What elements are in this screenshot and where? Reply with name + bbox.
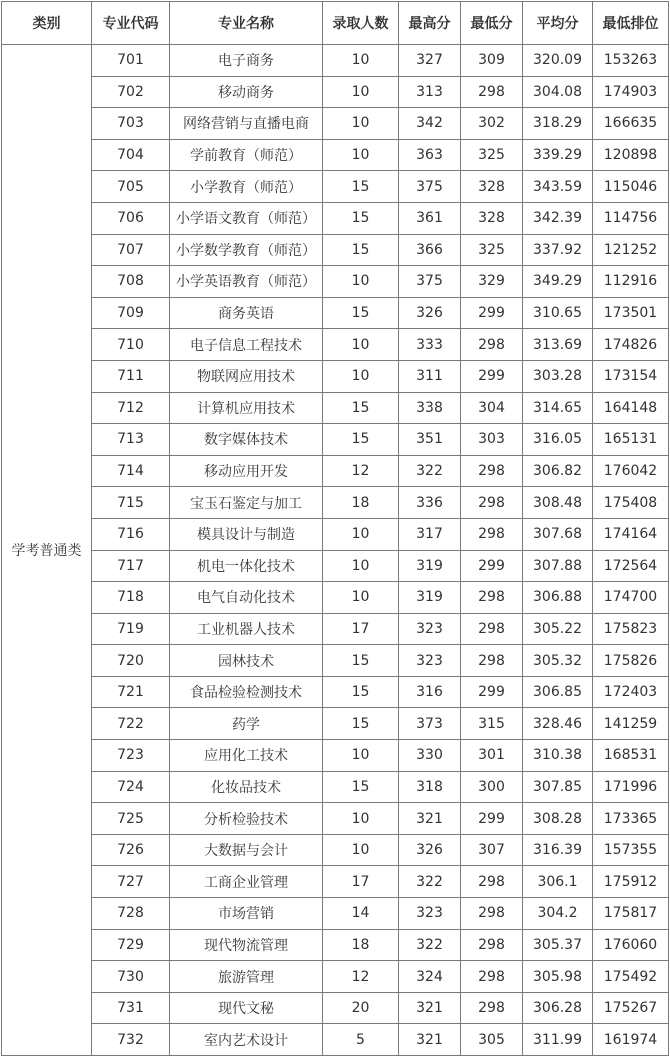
table-row bbox=[2, 266, 669, 298]
major-name-cell: 电子信息工程技术 bbox=[170, 329, 323, 361]
major-code-cell: 708 bbox=[92, 266, 170, 298]
lowest-rank-cell: 121252 bbox=[593, 234, 669, 266]
lowest-rank-cell: 175823 bbox=[593, 613, 669, 645]
header-row bbox=[2, 2, 669, 45]
major-name-cell: 小学教育（师范） bbox=[170, 171, 323, 203]
lowest-score-cell: 328 bbox=[461, 171, 523, 203]
highest-score-cell: 313 bbox=[399, 76, 461, 108]
major-name-cell: 市场营销 bbox=[170, 898, 323, 930]
table-row bbox=[2, 708, 669, 740]
major-code-cell: 731 bbox=[92, 992, 170, 1024]
highest-score-cell: 330 bbox=[399, 740, 461, 772]
major-name-cell: 宝玉石鉴定与加工 bbox=[170, 487, 323, 519]
major-name-cell: 学前教育（师范） bbox=[170, 139, 323, 171]
lowest-rank-cell: 173501 bbox=[593, 297, 669, 329]
highest-score-cell: 327 bbox=[399, 45, 461, 77]
table-row bbox=[2, 866, 669, 898]
major-name-cell: 工商企业管理 bbox=[170, 866, 323, 898]
major-code-cell: 701 bbox=[92, 45, 170, 77]
lowest-score-cell: 298 bbox=[461, 582, 523, 614]
lowest-rank-cell: 120898 bbox=[593, 139, 669, 171]
major-code-cell: 712 bbox=[92, 392, 170, 424]
average-score-cell: 307.88 bbox=[523, 550, 593, 582]
major-code-cell: 723 bbox=[92, 740, 170, 772]
major-code-cell: 721 bbox=[92, 676, 170, 708]
admitted-count-cell: 15 bbox=[323, 676, 399, 708]
major-name-cell: 室内艺术设计 bbox=[170, 1024, 323, 1056]
average-score-cell: 308.48 bbox=[523, 487, 593, 519]
lowest-score-cell: 315 bbox=[461, 708, 523, 740]
lowest-score-cell: 325 bbox=[461, 234, 523, 266]
lowest-score-cell: 298 bbox=[461, 518, 523, 550]
highest-score-cell: 319 bbox=[399, 550, 461, 582]
lowest-score-cell: 307 bbox=[461, 834, 523, 866]
major-name-cell: 商务英语 bbox=[170, 297, 323, 329]
admitted-count-cell: 10 bbox=[323, 76, 399, 108]
major-name-cell: 大数据与会计 bbox=[170, 834, 323, 866]
admitted-count-cell: 15 bbox=[323, 392, 399, 424]
table-row bbox=[2, 550, 669, 582]
major-code-cell: 732 bbox=[92, 1024, 170, 1056]
table-row bbox=[2, 1024, 669, 1056]
table-row bbox=[2, 676, 669, 708]
header-major-name: 专业名称 bbox=[170, 2, 323, 45]
admission-scores-table bbox=[1, 1, 669, 1056]
lowest-rank-cell: 141259 bbox=[593, 708, 669, 740]
admitted-count-cell: 15 bbox=[323, 424, 399, 456]
table-row bbox=[2, 803, 669, 835]
admitted-count-cell: 10 bbox=[323, 550, 399, 582]
major-code-cell: 706 bbox=[92, 202, 170, 234]
major-code-cell: 714 bbox=[92, 455, 170, 487]
table-row bbox=[2, 171, 669, 203]
lowest-score-cell: 298 bbox=[461, 929, 523, 961]
admitted-count-cell: 15 bbox=[323, 771, 399, 803]
admitted-count-cell: 14 bbox=[323, 898, 399, 930]
highest-score-cell: 321 bbox=[399, 1024, 461, 1056]
major-code-cell: 715 bbox=[92, 487, 170, 519]
admitted-count-cell: 10 bbox=[323, 360, 399, 392]
lowest-rank-cell: 114756 bbox=[593, 202, 669, 234]
highest-score-cell: 366 bbox=[399, 234, 461, 266]
major-code-cell: 717 bbox=[92, 550, 170, 582]
major-name-cell: 药学 bbox=[170, 708, 323, 740]
major-name-cell: 食品检验检测技术 bbox=[170, 676, 323, 708]
admitted-count-cell: 15 bbox=[323, 645, 399, 677]
highest-score-cell: 351 bbox=[399, 424, 461, 456]
lowest-score-cell: 301 bbox=[461, 740, 523, 772]
highest-score-cell: 324 bbox=[399, 961, 461, 993]
admitted-count-cell: 17 bbox=[323, 866, 399, 898]
major-name-cell: 工业机器人技术 bbox=[170, 613, 323, 645]
lowest-rank-cell: 175492 bbox=[593, 961, 669, 993]
lowest-score-cell: 298 bbox=[461, 645, 523, 677]
table-row bbox=[2, 834, 669, 866]
lowest-score-cell: 298 bbox=[461, 992, 523, 1024]
table-row bbox=[2, 392, 669, 424]
major-name-cell: 移动商务 bbox=[170, 76, 323, 108]
average-score-cell: 337.92 bbox=[523, 234, 593, 266]
table-row bbox=[2, 961, 669, 993]
average-score-cell: 304.2 bbox=[523, 898, 593, 930]
table-row bbox=[2, 202, 669, 234]
table-row bbox=[2, 582, 669, 614]
table-row bbox=[2, 645, 669, 677]
lowest-rank-cell: 172403 bbox=[593, 676, 669, 708]
major-code-cell: 729 bbox=[92, 929, 170, 961]
table-row bbox=[2, 139, 669, 171]
average-score-cell: 311.99 bbox=[523, 1024, 593, 1056]
header-category: 类别 bbox=[2, 2, 92, 45]
major-code-cell: 716 bbox=[92, 518, 170, 550]
major-code-cell: 703 bbox=[92, 108, 170, 140]
admitted-count-cell: 12 bbox=[323, 455, 399, 487]
average-score-cell: 316.05 bbox=[523, 424, 593, 456]
major-name-cell: 园林技术 bbox=[170, 645, 323, 677]
lowest-rank-cell: 165131 bbox=[593, 424, 669, 456]
table-row bbox=[2, 360, 669, 392]
header-average-score: 平均分 bbox=[523, 2, 593, 45]
lowest-rank-cell: 176042 bbox=[593, 455, 669, 487]
highest-score-cell: 321 bbox=[399, 803, 461, 835]
lowest-rank-cell: 175267 bbox=[593, 992, 669, 1024]
lowest-score-cell: 299 bbox=[461, 803, 523, 835]
highest-score-cell: 342 bbox=[399, 108, 461, 140]
highest-score-cell: 323 bbox=[399, 898, 461, 930]
lowest-rank-cell: 168531 bbox=[593, 740, 669, 772]
highest-score-cell: 322 bbox=[399, 455, 461, 487]
lowest-rank-cell: 115046 bbox=[593, 171, 669, 203]
lowest-rank-cell: 175912 bbox=[593, 866, 669, 898]
admitted-count-cell: 15 bbox=[323, 234, 399, 266]
lowest-rank-cell: 175826 bbox=[593, 645, 669, 677]
major-code-cell: 709 bbox=[92, 297, 170, 329]
lowest-score-cell: 328 bbox=[461, 202, 523, 234]
lowest-score-cell: 298 bbox=[461, 487, 523, 519]
average-score-cell: 305.22 bbox=[523, 613, 593, 645]
lowest-rank-cell: 174700 bbox=[593, 582, 669, 614]
lowest-rank-cell: 174903 bbox=[593, 76, 669, 108]
major-name-cell: 应用化工技术 bbox=[170, 740, 323, 772]
major-code-cell: 725 bbox=[92, 803, 170, 835]
highest-score-cell: 338 bbox=[399, 392, 461, 424]
table-row bbox=[2, 108, 669, 140]
header-admitted-count: 录取人数 bbox=[323, 2, 399, 45]
highest-score-cell: 375 bbox=[399, 171, 461, 203]
lowest-score-cell: 298 bbox=[461, 613, 523, 645]
major-name-cell: 移动应用开发 bbox=[170, 455, 323, 487]
lowest-score-cell: 302 bbox=[461, 108, 523, 140]
lowest-score-cell: 305 bbox=[461, 1024, 523, 1056]
average-score-cell: 320.09 bbox=[523, 45, 593, 77]
admitted-count-cell: 10 bbox=[323, 329, 399, 361]
lowest-rank-cell: 176060 bbox=[593, 929, 669, 961]
lowest-rank-cell: 174826 bbox=[593, 329, 669, 361]
major-code-cell: 727 bbox=[92, 866, 170, 898]
average-score-cell: 305.37 bbox=[523, 929, 593, 961]
table-row bbox=[2, 771, 669, 803]
table-row bbox=[2, 329, 669, 361]
lowest-rank-cell: 174164 bbox=[593, 518, 669, 550]
major-name-cell: 旅游管理 bbox=[170, 961, 323, 993]
table-row bbox=[2, 234, 669, 266]
admitted-count-cell: 10 bbox=[323, 834, 399, 866]
average-score-cell: 349.29 bbox=[523, 266, 593, 298]
major-name-cell: 现代文秘 bbox=[170, 992, 323, 1024]
admitted-count-cell: 15 bbox=[323, 297, 399, 329]
major-code-cell: 713 bbox=[92, 424, 170, 456]
lowest-score-cell: 309 bbox=[461, 45, 523, 77]
highest-score-cell: 322 bbox=[399, 929, 461, 961]
admitted-count-cell: 15 bbox=[323, 171, 399, 203]
major-name-cell: 机电一体化技术 bbox=[170, 550, 323, 582]
lowest-rank-cell: 112916 bbox=[593, 266, 669, 298]
major-name-cell: 小学数学教育（师范） bbox=[170, 234, 323, 266]
major-code-cell: 711 bbox=[92, 360, 170, 392]
average-score-cell: 305.98 bbox=[523, 961, 593, 993]
average-score-cell: 316.39 bbox=[523, 834, 593, 866]
lowest-score-cell: 298 bbox=[461, 455, 523, 487]
average-score-cell: 308.28 bbox=[523, 803, 593, 835]
header-highest-score: 最高分 bbox=[399, 2, 461, 45]
highest-score-cell: 323 bbox=[399, 613, 461, 645]
average-score-cell: 303.28 bbox=[523, 360, 593, 392]
lowest-score-cell: 299 bbox=[461, 550, 523, 582]
admitted-count-cell: 18 bbox=[323, 929, 399, 961]
average-score-cell: 304.08 bbox=[523, 76, 593, 108]
admitted-count-cell: 10 bbox=[323, 582, 399, 614]
highest-score-cell: 333 bbox=[399, 329, 461, 361]
highest-score-cell: 322 bbox=[399, 866, 461, 898]
admitted-count-cell: 17 bbox=[323, 613, 399, 645]
major-name-cell: 化妆品技术 bbox=[170, 771, 323, 803]
lowest-score-cell: 299 bbox=[461, 360, 523, 392]
lowest-rank-cell: 175408 bbox=[593, 487, 669, 519]
lowest-score-cell: 298 bbox=[461, 329, 523, 361]
major-name-cell: 网络营销与直播电商 bbox=[170, 108, 323, 140]
major-name-cell: 电气自动化技术 bbox=[170, 582, 323, 614]
major-name-cell: 小学语文教育（师范） bbox=[170, 202, 323, 234]
table-row bbox=[2, 929, 669, 961]
admitted-count-cell: 10 bbox=[323, 518, 399, 550]
major-code-cell: 730 bbox=[92, 961, 170, 993]
lowest-score-cell: 329 bbox=[461, 266, 523, 298]
major-code-cell: 719 bbox=[92, 613, 170, 645]
header-major-code: 专业代码 bbox=[92, 2, 170, 45]
major-code-cell: 722 bbox=[92, 708, 170, 740]
table-row bbox=[2, 76, 669, 108]
major-code-cell: 718 bbox=[92, 582, 170, 614]
highest-score-cell: 375 bbox=[399, 266, 461, 298]
lowest-score-cell: 300 bbox=[461, 771, 523, 803]
average-score-cell: 310.65 bbox=[523, 297, 593, 329]
table-row bbox=[2, 455, 669, 487]
highest-score-cell: 363 bbox=[399, 139, 461, 171]
major-code-cell: 707 bbox=[92, 234, 170, 266]
average-score-cell: 306.1 bbox=[523, 866, 593, 898]
table-row bbox=[2, 487, 669, 519]
highest-score-cell: 311 bbox=[399, 360, 461, 392]
lowest-score-cell: 298 bbox=[461, 866, 523, 898]
average-score-cell: 313.69 bbox=[523, 329, 593, 361]
major-name-cell: 分析检验技术 bbox=[170, 803, 323, 835]
lowest-rank-cell: 157355 bbox=[593, 834, 669, 866]
major-code-cell: 705 bbox=[92, 171, 170, 203]
average-score-cell: 310.38 bbox=[523, 740, 593, 772]
table-row bbox=[2, 45, 669, 77]
average-score-cell: 343.59 bbox=[523, 171, 593, 203]
lowest-rank-cell: 171996 bbox=[593, 771, 669, 803]
admitted-count-cell: 10 bbox=[323, 139, 399, 171]
highest-score-cell: 323 bbox=[399, 645, 461, 677]
lowest-rank-cell: 175817 bbox=[593, 898, 669, 930]
lowest-rank-cell: 173154 bbox=[593, 360, 669, 392]
average-score-cell: 339.29 bbox=[523, 139, 593, 171]
average-score-cell: 314.65 bbox=[523, 392, 593, 424]
admitted-count-cell: 12 bbox=[323, 961, 399, 993]
admitted-count-cell: 10 bbox=[323, 266, 399, 298]
lowest-score-cell: 299 bbox=[461, 297, 523, 329]
table-row bbox=[2, 613, 669, 645]
average-score-cell: 307.68 bbox=[523, 518, 593, 550]
admitted-count-cell: 15 bbox=[323, 708, 399, 740]
major-name-cell: 现代物流管理 bbox=[170, 929, 323, 961]
lowest-rank-cell: 173365 bbox=[593, 803, 669, 835]
lowest-score-cell: 298 bbox=[461, 961, 523, 993]
highest-score-cell: 319 bbox=[399, 582, 461, 614]
table-row bbox=[2, 424, 669, 456]
lowest-score-cell: 298 bbox=[461, 898, 523, 930]
lowest-score-cell: 303 bbox=[461, 424, 523, 456]
major-name-cell: 电子商务 bbox=[170, 45, 323, 77]
admitted-count-cell: 18 bbox=[323, 487, 399, 519]
category-cell: 学考普通类 bbox=[2, 45, 92, 1056]
highest-score-cell: 326 bbox=[399, 834, 461, 866]
lowest-score-cell: 304 bbox=[461, 392, 523, 424]
major-code-cell: 724 bbox=[92, 771, 170, 803]
major-name-cell: 模具设计与制造 bbox=[170, 518, 323, 550]
average-score-cell: 305.32 bbox=[523, 645, 593, 677]
admitted-count-cell: 10 bbox=[323, 803, 399, 835]
average-score-cell: 306.88 bbox=[523, 582, 593, 614]
highest-score-cell: 373 bbox=[399, 708, 461, 740]
admitted-count-cell: 10 bbox=[323, 45, 399, 77]
highest-score-cell: 317 bbox=[399, 518, 461, 550]
table-row bbox=[2, 518, 669, 550]
lowest-rank-cell: 166635 bbox=[593, 108, 669, 140]
average-score-cell: 306.28 bbox=[523, 992, 593, 1024]
major-code-cell: 704 bbox=[92, 139, 170, 171]
highest-score-cell: 326 bbox=[399, 297, 461, 329]
highest-score-cell: 318 bbox=[399, 771, 461, 803]
lowest-rank-cell: 153263 bbox=[593, 45, 669, 77]
major-name-cell: 数字媒体技术 bbox=[170, 424, 323, 456]
admitted-count-cell: 20 bbox=[323, 992, 399, 1024]
highest-score-cell: 361 bbox=[399, 202, 461, 234]
major-code-cell: 720 bbox=[92, 645, 170, 677]
average-score-cell: 328.46 bbox=[523, 708, 593, 740]
lowest-score-cell: 298 bbox=[461, 76, 523, 108]
highest-score-cell: 321 bbox=[399, 992, 461, 1024]
average-score-cell: 318.29 bbox=[523, 108, 593, 140]
major-code-cell: 728 bbox=[92, 898, 170, 930]
header-lowest-score: 最低分 bbox=[461, 2, 523, 45]
lowest-score-cell: 299 bbox=[461, 676, 523, 708]
table-row bbox=[2, 992, 669, 1024]
lowest-rank-cell: 172564 bbox=[593, 550, 669, 582]
admitted-count-cell: 5 bbox=[323, 1024, 399, 1056]
average-score-cell: 342.39 bbox=[523, 202, 593, 234]
major-name-cell: 计算机应用技术 bbox=[170, 392, 323, 424]
major-name-cell: 物联网应用技术 bbox=[170, 360, 323, 392]
lowest-rank-cell: 164148 bbox=[593, 392, 669, 424]
header-lowest-rank: 最低排位 bbox=[593, 2, 669, 45]
admitted-count-cell: 15 bbox=[323, 202, 399, 234]
table-row bbox=[2, 898, 669, 930]
lowest-score-cell: 325 bbox=[461, 139, 523, 171]
average-score-cell: 307.85 bbox=[523, 771, 593, 803]
major-name-cell: 小学英语教育（师范） bbox=[170, 266, 323, 298]
major-code-cell: 702 bbox=[92, 76, 170, 108]
major-code-cell: 710 bbox=[92, 329, 170, 361]
highest-score-cell: 316 bbox=[399, 676, 461, 708]
table-row bbox=[2, 297, 669, 329]
admitted-count-cell: 10 bbox=[323, 108, 399, 140]
lowest-rank-cell: 161974 bbox=[593, 1024, 669, 1056]
average-score-cell: 306.82 bbox=[523, 455, 593, 487]
table-row bbox=[2, 740, 669, 772]
highest-score-cell: 336 bbox=[399, 487, 461, 519]
admitted-count-cell: 10 bbox=[323, 740, 399, 772]
major-code-cell: 726 bbox=[92, 834, 170, 866]
average-score-cell: 306.85 bbox=[523, 676, 593, 708]
